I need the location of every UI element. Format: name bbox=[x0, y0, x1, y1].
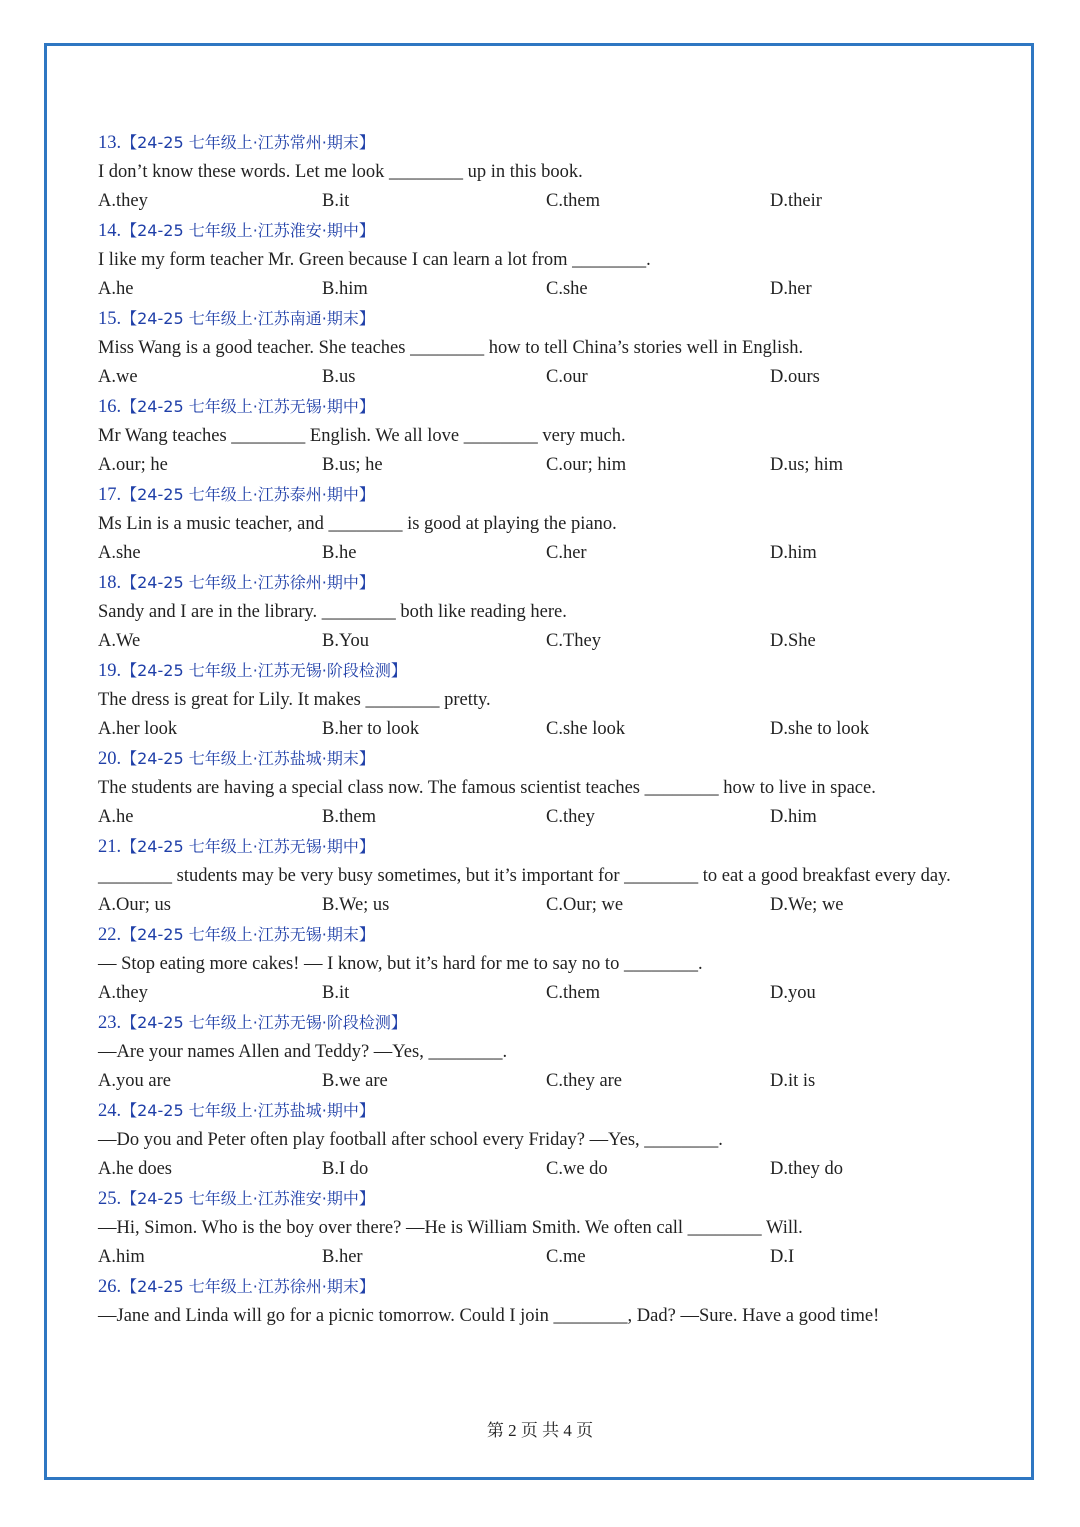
option-d: D.her bbox=[770, 279, 812, 299]
question-stem: — Stop eating more cakes! — I know, but it’s hard for me to say no to ________. bbox=[98, 954, 703, 974]
option-d: D.She bbox=[770, 631, 816, 651]
options-row bbox=[98, 275, 998, 304]
page-footer: 第 2 页 共 4 页 bbox=[486, 1421, 594, 1440]
option-c: C.we do bbox=[546, 1159, 608, 1179]
option-c: C.them bbox=[546, 191, 600, 211]
option-d: D.We; we bbox=[770, 895, 844, 915]
question-source-tag: 【24-25 七年级上·江苏无锡·阶段检测】 bbox=[121, 661, 407, 680]
options-row bbox=[98, 627, 998, 656]
options-row bbox=[98, 715, 998, 744]
question-source-tag: 【24-25 七年级上·江苏常州·期末】 bbox=[121, 133, 375, 152]
question-stem: —Do you and Peter often play football after school every Friday? —Yes, ________. bbox=[98, 1130, 723, 1150]
question-number: 21. bbox=[98, 837, 122, 857]
option-d: D.she to look bbox=[770, 719, 870, 739]
option-b: B.we are bbox=[322, 1071, 388, 1091]
option-c: C.them bbox=[546, 983, 600, 1003]
question-number: 14. bbox=[98, 221, 122, 241]
options-row bbox=[98, 539, 998, 568]
question-stem: The dress is great for Lily. It makes ________ pretty. bbox=[98, 690, 491, 710]
option-b: B.he bbox=[322, 543, 357, 563]
option-c: C.her bbox=[546, 543, 587, 563]
question-13 bbox=[98, 128, 998, 216]
option-b: B.him bbox=[322, 279, 368, 299]
question-25 bbox=[98, 1184, 998, 1272]
question-source-tag: 【24-25 七年级上·江苏徐州·期中】 bbox=[121, 573, 375, 592]
option-b: B.her bbox=[322, 1247, 363, 1267]
question-number: 18. bbox=[98, 573, 122, 593]
option-a: A.he bbox=[98, 279, 134, 299]
question-26 bbox=[98, 1272, 998, 1331]
option-a: A.she bbox=[98, 543, 141, 563]
question-stem: Ms Lin is a music teacher, and ________ is good at playing the piano. bbox=[98, 514, 617, 534]
option-d: D.us; him bbox=[770, 455, 843, 475]
question-source-tag: 【24-25 七年级上·江苏徐州·期末】 bbox=[121, 1277, 375, 1296]
options-row bbox=[98, 891, 998, 920]
question-stem: The students are having a special class now. The famous scientist teaches ________ how to live in space. bbox=[98, 778, 876, 798]
option-b: B.it bbox=[322, 191, 350, 211]
question-source-tag: 【24-25 七年级上·江苏泰州·期中】 bbox=[121, 485, 375, 504]
option-c: C.she look bbox=[546, 719, 626, 739]
question-list bbox=[98, 128, 998, 1331]
option-b: B.it bbox=[322, 983, 350, 1003]
question-18 bbox=[98, 568, 998, 656]
question-source-tag: 【24-25 七年级上·江苏盐城·期中】 bbox=[121, 1101, 375, 1120]
option-c: C.they bbox=[546, 807, 595, 827]
option-d: D.you bbox=[770, 983, 816, 1003]
option-c: C.me bbox=[546, 1247, 586, 1267]
option-b: B.We; us bbox=[322, 895, 390, 915]
option-a: A.he bbox=[98, 807, 134, 827]
option-b: B.us; he bbox=[322, 455, 383, 475]
options-row bbox=[98, 187, 998, 216]
option-d: D.him bbox=[770, 807, 817, 827]
question-source-tag: 【24-25 七年级上·江苏淮安·期中】 bbox=[121, 1189, 375, 1208]
options-row bbox=[98, 979, 998, 1008]
option-a: A.him bbox=[98, 1247, 145, 1267]
option-a: A.We bbox=[98, 631, 141, 651]
option-a: A.her look bbox=[98, 719, 178, 739]
options-row bbox=[98, 363, 998, 392]
option-a: A.you are bbox=[98, 1071, 171, 1091]
options-row bbox=[98, 803, 998, 832]
option-d: D.their bbox=[770, 191, 822, 211]
option-d: D.him bbox=[770, 543, 817, 563]
option-d: D.they do bbox=[770, 1159, 843, 1179]
question-source-tag: 【24-25 七年级上·江苏南通·期末】 bbox=[121, 309, 375, 328]
question-24 bbox=[98, 1096, 998, 1184]
question-number: 26. bbox=[98, 1277, 122, 1297]
option-b: B.us bbox=[322, 367, 356, 387]
options-row bbox=[98, 1155, 998, 1184]
question-stem: Miss Wang is a good teacher. She teaches ________ how to tell China’s stories well in English. bbox=[98, 338, 804, 358]
options-row bbox=[98, 451, 998, 480]
question-number: 22. bbox=[98, 925, 122, 945]
question-number: 13. bbox=[98, 133, 122, 153]
question-stem: —Are your names Allen and Teddy? —Yes, ________. bbox=[98, 1042, 508, 1062]
option-d: D.ours bbox=[770, 367, 820, 387]
option-d: D.I bbox=[770, 1247, 795, 1267]
question-source-tag: 【24-25 七年级上·江苏无锡·期中】 bbox=[121, 397, 375, 416]
question-number: 19. bbox=[98, 661, 122, 681]
option-c: C.Our; we bbox=[546, 895, 624, 915]
question-number: 25. bbox=[98, 1189, 122, 1209]
question-number: 16. bbox=[98, 397, 122, 417]
question-15 bbox=[98, 304, 998, 392]
question-stem: Mr Wang teaches ________ English. We all love ________ very much. bbox=[98, 426, 626, 446]
option-a: A.they bbox=[98, 983, 148, 1003]
option-b: B.her to look bbox=[322, 719, 420, 739]
question-20 bbox=[98, 744, 998, 832]
option-a: A.our; he bbox=[98, 455, 168, 475]
question-stem: I like my form teacher Mr. Green because I can learn a lot from ________. bbox=[98, 250, 651, 270]
question-stem: —Jane and Linda will go for a picnic tomorrow. Could I join ________, Dad? —Sure. Have a good time! bbox=[98, 1306, 880, 1326]
question-source-tag: 【24-25 七年级上·江苏淮安·期中】 bbox=[121, 221, 375, 240]
question-17 bbox=[98, 480, 998, 568]
options-row bbox=[98, 1243, 998, 1272]
question-source-tag: 【24-25 七年级上·江苏无锡·期中】 bbox=[121, 837, 375, 856]
question-stem: —Hi, Simon. Who is the boy over there? —He is William Smith. We often call ________ Will. bbox=[98, 1218, 803, 1238]
option-a: A.Our; us bbox=[98, 895, 171, 915]
option-a: A.he does bbox=[98, 1159, 172, 1179]
question-stem: ________ students may be very busy sometimes, but it’s important for ________ to eat a good breakfast every day. bbox=[98, 866, 951, 886]
question-22 bbox=[98, 920, 998, 1008]
option-b: B.them bbox=[322, 807, 376, 827]
question-16 bbox=[98, 392, 998, 480]
question-number: 24. bbox=[98, 1101, 122, 1121]
question-number: 15. bbox=[98, 309, 122, 329]
question-19 bbox=[98, 656, 998, 744]
question-source-tag: 【24-25 七年级上·江苏无锡·阶段检测】 bbox=[121, 1013, 407, 1032]
question-23 bbox=[98, 1008, 998, 1096]
option-c: C.They bbox=[546, 631, 601, 651]
question-number: 23. bbox=[98, 1013, 122, 1033]
option-c: C.our bbox=[546, 367, 588, 387]
question-stem: Sandy and I are in the library. ________ both like reading here. bbox=[98, 602, 567, 622]
option-d: D.it is bbox=[770, 1071, 816, 1091]
option-b: B.I do bbox=[322, 1159, 369, 1179]
question-14 bbox=[98, 216, 998, 304]
question-number: 17. bbox=[98, 485, 122, 505]
option-b: B.You bbox=[322, 631, 369, 651]
question-source-tag: 【24-25 七年级上·江苏无锡·期末】 bbox=[121, 925, 375, 944]
option-c: C.our; him bbox=[546, 455, 627, 475]
option-c: C.they are bbox=[546, 1071, 623, 1091]
question-source-tag: 【24-25 七年级上·江苏盐城·期末】 bbox=[121, 749, 375, 768]
option-a: A.we bbox=[98, 367, 138, 387]
question-stem: I don’t know these words. Let me look ________ up in this book. bbox=[98, 162, 583, 182]
option-c: C.she bbox=[546, 279, 588, 299]
options-row bbox=[98, 1067, 998, 1096]
option-a: A.they bbox=[98, 191, 148, 211]
question-number: 20. bbox=[98, 749, 122, 769]
question-21 bbox=[98, 832, 998, 920]
